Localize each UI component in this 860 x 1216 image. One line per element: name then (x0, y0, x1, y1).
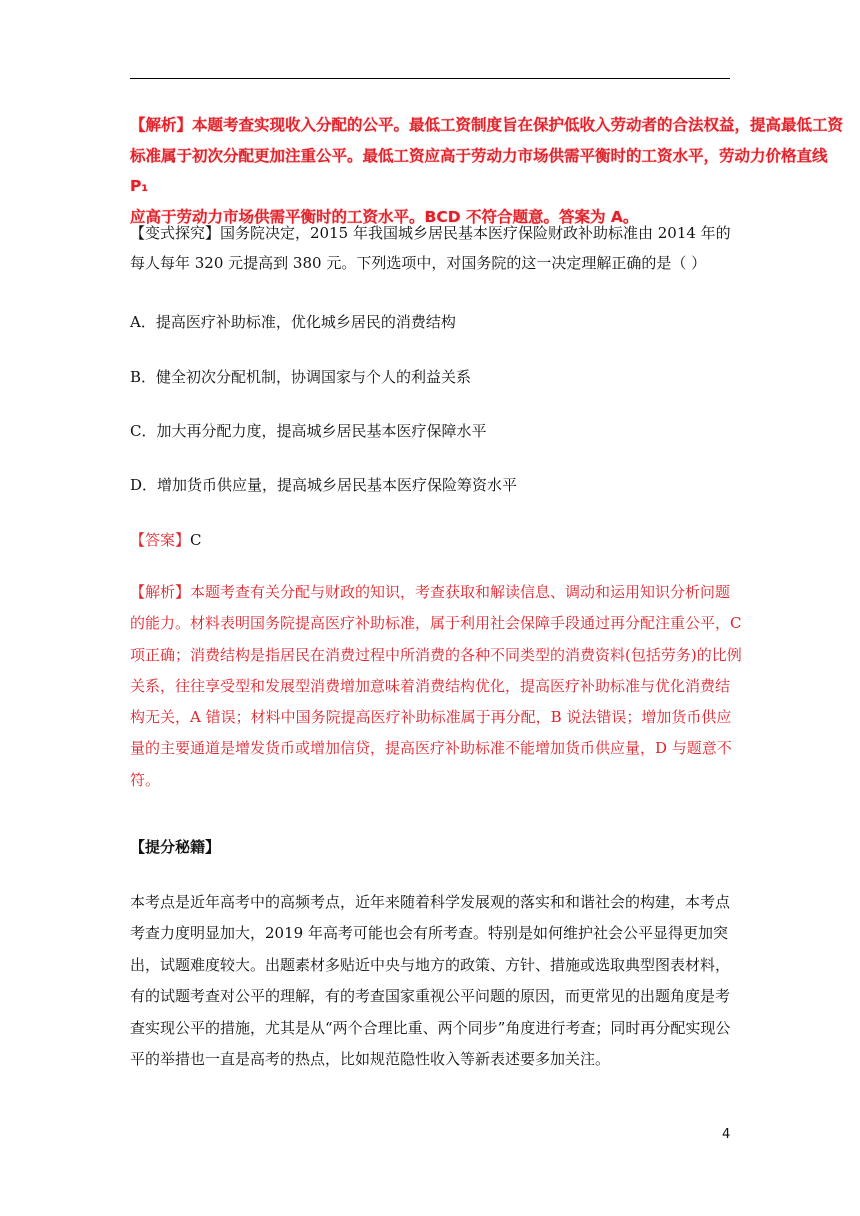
question-stem (130, 218, 742, 278)
analysis-line-2: 标准属于初次分配更加注重公平。最低工资应高于劳动力市场供需平衡时的工资水平，劳动力价格直线 P₁ (130, 146, 828, 195)
answer-value: C (190, 531, 202, 549)
option-d: D．增加货币供应量，提高城乡居民基本医疗保险筹资水平 (130, 476, 518, 494)
question-tag: 【变式探究】 (130, 224, 221, 242)
option-b: B．健全初次分配机制，协调国家与个人的利益关系 (130, 368, 472, 386)
explanation-paragraph (130, 577, 742, 796)
header-rule (130, 78, 730, 79)
option-a: A．提高医疗补助标准，优化城乡居民的消费结构 (130, 313, 456, 331)
option-c: C．加大再分配力度，提高城乡居民基本医疗保障水平 (130, 422, 487, 440)
explanation-tag: 【解析】 (130, 583, 191, 601)
answer-line (130, 529, 202, 551)
tips-heading: 【提分秘籍】 (130, 838, 221, 856)
analysis-image-text (130, 110, 845, 226)
answer-tag: 【答案】 (130, 531, 191, 549)
explanation-text: 本题考查有关分配与财政的知识，考查获取和解读信息、调动和运用知识分析问题的能力。材料表明国务院提高医疗补助标准，属于利用社会保障手段通过再分配注重公平，C 项正确；消费结构是指居民在消费过程中所消费的各种不同类型的消费资料(包括劳务)的比例关系，往往享受型和发展型消费增加意味着消费结构优化，提高医疗补助标准与优化消费结构无关，A 错误；材料中国务院提高医疗补助标准属于再分配，B 说法错误；增加货币供应量的主要通道是增发货币或增加信贷，提高医疗补助标准不能增加货币供应量，D 与题意不符。 (130, 583, 742, 789)
analysis-line-1: 【解析】本题考查实现收入分配的公平。最低工资制度旨在保护低收入劳动者的合法权益，提高最低工资 (130, 116, 844, 134)
question-text: 国务院决定，2015 年我国城乡居民基本医疗保险财政补助标准由 2014 年的每人每年 320 元提高到 380 元。下列选项中，对国务院的这一决定理解正确的是（ ） (130, 224, 731, 272)
tips-paragraph: 本考点是近年高考中的高频考点，近年来随着科学发展观的落实和和谐社会的构建，本考点考查力度明显加大，2019 年高考可能也会有所考查。特别是如何维护社会公平显得更加突出，试题难度较大。出题素材多贴近中央与地方的政策、方针、措施或选取典型图表材料，有的试题考查对公平的理解，有的考查国家重视公平问题的原因，而更常见的出题角度是考查实现公平的措施，尤其是从“两个合理比重、两个同步”角度进行考查；同时再分配实现公平的举措也一直是高考的热点，比如规范隐性收入等新表述要多加关注。 (130, 893, 731, 1069)
page-number: 4 (722, 1127, 731, 1142)
analysis-line-3: 应高于劳动力市场供需平衡时的工资水平。BCD 不符合题意。答案为 A。 (130, 207, 639, 226)
